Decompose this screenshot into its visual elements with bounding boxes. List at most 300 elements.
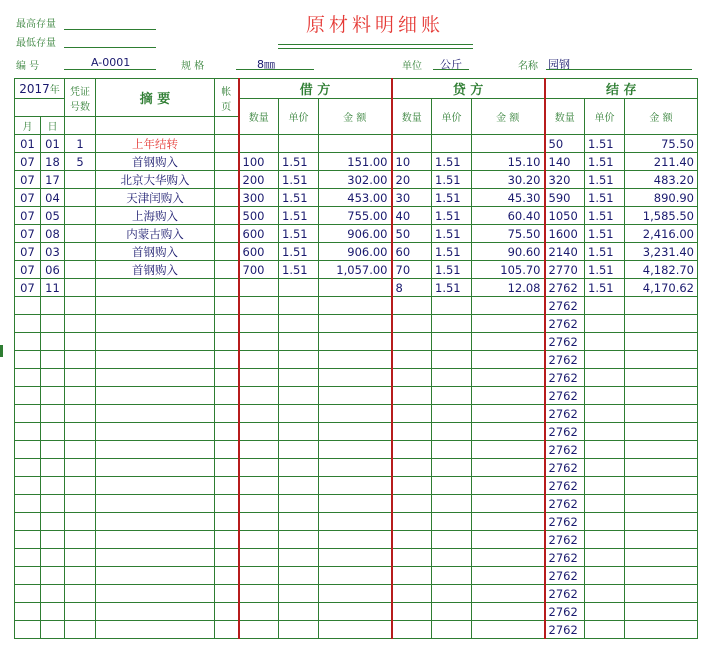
day-cell[interactable] bbox=[41, 369, 65, 387]
balance-qty-cell[interactable]: 320 bbox=[545, 171, 585, 189]
balance-price-cell[interactable]: 1.51 bbox=[585, 243, 625, 261]
voucher-cell[interactable] bbox=[65, 333, 96, 351]
balance-price-cell[interactable]: 1.51 bbox=[585, 261, 625, 279]
credit-price-cell[interactable]: 1.51 bbox=[432, 261, 472, 279]
debit-qty-cell[interactable] bbox=[239, 135, 279, 153]
credit-qty-cell[interactable]: 20 bbox=[392, 171, 432, 189]
summary-cell[interactable] bbox=[96, 297, 215, 315]
month-cell[interactable] bbox=[15, 513, 41, 531]
summary-cell[interactable] bbox=[96, 279, 215, 297]
day-cell[interactable] bbox=[41, 315, 65, 333]
debit-amount-cell[interactable] bbox=[319, 441, 392, 459]
credit-amount-cell[interactable] bbox=[472, 567, 545, 585]
debit-amount-cell[interactable] bbox=[319, 513, 392, 531]
credit-qty-cell[interactable]: 70 bbox=[392, 261, 432, 279]
balance-price-cell[interactable] bbox=[585, 477, 625, 495]
voucher-cell[interactable] bbox=[65, 297, 96, 315]
day-cell[interactable] bbox=[41, 495, 65, 513]
balance-amount-cell[interactable] bbox=[625, 567, 698, 585]
credit-amount-cell[interactable] bbox=[472, 603, 545, 621]
credit-qty-cell[interactable]: 40 bbox=[392, 207, 432, 225]
balance-price-cell[interactable] bbox=[585, 621, 625, 639]
debit-qty-cell[interactable]: 300 bbox=[239, 189, 279, 207]
month-cell[interactable] bbox=[15, 567, 41, 585]
credit-qty-cell[interactable] bbox=[392, 297, 432, 315]
page-cell[interactable] bbox=[215, 225, 239, 243]
credit-amount-cell[interactable] bbox=[472, 369, 545, 387]
debit-amount-cell[interactable] bbox=[319, 315, 392, 333]
balance-qty-cell[interactable]: 2762 bbox=[545, 279, 585, 297]
voucher-cell[interactable] bbox=[65, 387, 96, 405]
balance-amount-cell[interactable] bbox=[625, 603, 698, 621]
page-cell[interactable] bbox=[215, 621, 239, 639]
summary-cell[interactable]: 天津闰购入 bbox=[96, 189, 215, 207]
credit-qty-cell[interactable] bbox=[392, 405, 432, 423]
summary-cell[interactable] bbox=[96, 423, 215, 441]
credit-price-cell[interactable] bbox=[432, 585, 472, 603]
balance-qty-cell[interactable]: 2762 bbox=[545, 549, 585, 567]
balance-qty-cell[interactable]: 2762 bbox=[545, 297, 585, 315]
balance-price-cell[interactable]: 1.51 bbox=[585, 207, 625, 225]
page-cell[interactable] bbox=[215, 261, 239, 279]
credit-price-cell[interactable] bbox=[432, 387, 472, 405]
balance-amount-cell[interactable] bbox=[625, 423, 698, 441]
balance-amount-cell[interactable]: 3,231.40 bbox=[625, 243, 698, 261]
credit-price-cell[interactable]: 1.51 bbox=[432, 225, 472, 243]
voucher-cell[interactable] bbox=[65, 423, 96, 441]
credit-amount-cell[interactable] bbox=[472, 549, 545, 567]
credit-amount-cell[interactable] bbox=[472, 621, 545, 639]
balance-price-cell[interactable] bbox=[585, 459, 625, 477]
voucher-cell[interactable] bbox=[65, 513, 96, 531]
page-cell[interactable] bbox=[215, 297, 239, 315]
summary-cell[interactable] bbox=[96, 495, 215, 513]
balance-amount-cell[interactable] bbox=[625, 315, 698, 333]
credit-price-cell[interactable] bbox=[432, 495, 472, 513]
debit-amount-cell[interactable]: 1,057.00 bbox=[319, 261, 392, 279]
month-cell[interactable]: 01 bbox=[15, 135, 41, 153]
voucher-cell[interactable] bbox=[65, 531, 96, 549]
debit-price-cell[interactable] bbox=[279, 135, 319, 153]
balance-price-cell[interactable] bbox=[585, 567, 625, 585]
credit-qty-cell[interactable] bbox=[392, 333, 432, 351]
summary-cell[interactable] bbox=[96, 531, 215, 549]
voucher-cell[interactable] bbox=[65, 189, 96, 207]
day-cell[interactable]: 04 bbox=[41, 189, 65, 207]
debit-price-cell[interactable] bbox=[279, 297, 319, 315]
credit-amount-cell[interactable] bbox=[472, 351, 545, 369]
credit-amount-cell[interactable]: 105.70 bbox=[472, 261, 545, 279]
summary-cell[interactable] bbox=[96, 477, 215, 495]
debit-price-cell[interactable]: 1.51 bbox=[279, 171, 319, 189]
day-cell[interactable] bbox=[41, 621, 65, 639]
day-cell[interactable]: 05 bbox=[41, 207, 65, 225]
voucher-cell[interactable] bbox=[65, 621, 96, 639]
balance-price-cell[interactable] bbox=[585, 405, 625, 423]
max-stock-field[interactable] bbox=[64, 29, 156, 30]
balance-amount-cell[interactable] bbox=[625, 405, 698, 423]
credit-qty-cell[interactable] bbox=[392, 135, 432, 153]
credit-price-cell[interactable] bbox=[432, 603, 472, 621]
summary-cell[interactable] bbox=[96, 549, 215, 567]
day-cell[interactable] bbox=[41, 585, 65, 603]
day-cell[interactable]: 18 bbox=[41, 153, 65, 171]
credit-price-cell[interactable] bbox=[432, 441, 472, 459]
credit-qty-cell[interactable] bbox=[392, 459, 432, 477]
day-cell[interactable] bbox=[41, 333, 65, 351]
month-cell[interactable] bbox=[15, 621, 41, 639]
debit-price-cell[interactable] bbox=[279, 279, 319, 297]
debit-amount-cell[interactable] bbox=[319, 135, 392, 153]
credit-qty-cell[interactable]: 50 bbox=[392, 225, 432, 243]
unit-value[interactable]: 公斤 bbox=[440, 58, 462, 71]
day-cell[interactable]: 06 bbox=[41, 261, 65, 279]
day-cell[interactable] bbox=[41, 387, 65, 405]
balance-price-cell[interactable]: 1.51 bbox=[585, 135, 625, 153]
month-cell[interactable] bbox=[15, 549, 41, 567]
page-cell[interactable] bbox=[215, 549, 239, 567]
debit-qty-cell[interactable] bbox=[239, 585, 279, 603]
credit-amount-cell[interactable] bbox=[472, 477, 545, 495]
balance-qty-cell[interactable]: 2762 bbox=[545, 531, 585, 549]
page-cell[interactable] bbox=[215, 351, 239, 369]
credit-price-cell[interactable] bbox=[432, 621, 472, 639]
balance-qty-cell[interactable]: 2762 bbox=[545, 387, 585, 405]
page-cell[interactable] bbox=[215, 369, 239, 387]
credit-qty-cell[interactable] bbox=[392, 603, 432, 621]
voucher-cell[interactable] bbox=[65, 441, 96, 459]
day-cell[interactable] bbox=[41, 513, 65, 531]
credit-amount-cell[interactable] bbox=[472, 387, 545, 405]
day-cell[interactable] bbox=[41, 603, 65, 621]
voucher-cell[interactable] bbox=[65, 459, 96, 477]
credit-amount-cell[interactable] bbox=[472, 423, 545, 441]
credit-amount-cell[interactable]: 30.20 bbox=[472, 171, 545, 189]
credit-price-cell[interactable] bbox=[432, 459, 472, 477]
balance-amount-cell[interactable] bbox=[625, 387, 698, 405]
balance-qty-cell[interactable]: 2762 bbox=[545, 621, 585, 639]
credit-amount-cell[interactable] bbox=[472, 315, 545, 333]
balance-qty-cell[interactable]: 2762 bbox=[545, 513, 585, 531]
debit-amount-cell[interactable] bbox=[319, 549, 392, 567]
debit-price-cell[interactable] bbox=[279, 441, 319, 459]
balance-qty-cell[interactable]: 1600 bbox=[545, 225, 585, 243]
debit-amount-cell[interactable] bbox=[319, 369, 392, 387]
month-cell[interactable]: 07 bbox=[15, 243, 41, 261]
balance-amount-cell[interactable] bbox=[625, 351, 698, 369]
debit-amount-cell[interactable] bbox=[319, 351, 392, 369]
credit-amount-cell[interactable] bbox=[472, 333, 545, 351]
page-cell[interactable] bbox=[215, 567, 239, 585]
balance-price-cell[interactable]: 1.51 bbox=[585, 279, 625, 297]
debit-amount-cell[interactable]: 906.00 bbox=[319, 225, 392, 243]
voucher-cell[interactable] bbox=[65, 549, 96, 567]
debit-price-cell[interactable] bbox=[279, 459, 319, 477]
debit-price-cell[interactable] bbox=[279, 387, 319, 405]
month-cell[interactable] bbox=[15, 387, 41, 405]
balance-qty-cell[interactable]: 140 bbox=[545, 153, 585, 171]
credit-amount-cell[interactable] bbox=[472, 441, 545, 459]
credit-qty-cell[interactable] bbox=[392, 585, 432, 603]
debit-qty-cell[interactable] bbox=[239, 333, 279, 351]
credit-price-cell[interactable] bbox=[432, 513, 472, 531]
debit-price-cell[interactable] bbox=[279, 477, 319, 495]
month-cell[interactable] bbox=[15, 369, 41, 387]
credit-price-cell[interactable]: 1.51 bbox=[432, 207, 472, 225]
month-cell[interactable] bbox=[15, 297, 41, 315]
balance-qty-cell[interactable]: 2140 bbox=[545, 243, 585, 261]
balance-qty-cell[interactable]: 1050 bbox=[545, 207, 585, 225]
page-cell[interactable] bbox=[215, 243, 239, 261]
debit-price-cell[interactable] bbox=[279, 603, 319, 621]
voucher-cell[interactable] bbox=[65, 477, 96, 495]
debit-amount-cell[interactable] bbox=[319, 333, 392, 351]
balance-price-cell[interactable] bbox=[585, 387, 625, 405]
balance-amount-cell[interactable] bbox=[625, 531, 698, 549]
debit-qty-cell[interactable] bbox=[239, 315, 279, 333]
credit-price-cell[interactable] bbox=[432, 135, 472, 153]
credit-qty-cell[interactable] bbox=[392, 369, 432, 387]
debit-amount-cell[interactable]: 755.00 bbox=[319, 207, 392, 225]
credit-amount-cell[interactable] bbox=[472, 531, 545, 549]
debit-price-cell[interactable] bbox=[279, 567, 319, 585]
voucher-cell[interactable]: 1 bbox=[65, 135, 96, 153]
day-cell[interactable] bbox=[41, 567, 65, 585]
voucher-cell[interactable] bbox=[65, 567, 96, 585]
balance-amount-cell[interactable]: 4,182.70 bbox=[625, 261, 698, 279]
summary-cell[interactable]: 首钢购入 bbox=[96, 261, 215, 279]
page-cell[interactable] bbox=[215, 189, 239, 207]
debit-qty-cell[interactable] bbox=[239, 369, 279, 387]
balance-qty-cell[interactable]: 2762 bbox=[545, 369, 585, 387]
balance-price-cell[interactable] bbox=[585, 333, 625, 351]
debit-price-cell[interactable] bbox=[279, 351, 319, 369]
voucher-cell[interactable] bbox=[65, 603, 96, 621]
credit-price-cell[interactable]: 1.51 bbox=[432, 279, 472, 297]
debit-qty-cell[interactable] bbox=[239, 549, 279, 567]
day-cell[interactable] bbox=[41, 477, 65, 495]
balance-amount-cell[interactable] bbox=[625, 585, 698, 603]
balance-amount-cell[interactable]: 890.90 bbox=[625, 189, 698, 207]
balance-amount-cell[interactable]: 483.20 bbox=[625, 171, 698, 189]
day-cell[interactable] bbox=[41, 549, 65, 567]
debit-price-cell[interactable] bbox=[279, 405, 319, 423]
balance-qty-cell[interactable]: 2762 bbox=[545, 315, 585, 333]
credit-qty-cell[interactable] bbox=[392, 351, 432, 369]
voucher-cell[interactable] bbox=[65, 585, 96, 603]
summary-cell[interactable]: 上海购入 bbox=[96, 207, 215, 225]
debit-price-cell[interactable]: 1.51 bbox=[279, 153, 319, 171]
debit-amount-cell[interactable] bbox=[319, 459, 392, 477]
month-cell[interactable] bbox=[15, 459, 41, 477]
debit-qty-cell[interactable] bbox=[239, 531, 279, 549]
credit-amount-cell[interactable]: 15.10 bbox=[472, 153, 545, 171]
month-cell[interactable] bbox=[15, 603, 41, 621]
month-cell[interactable] bbox=[15, 531, 41, 549]
code-value[interactable]: A-0001 bbox=[91, 56, 131, 69]
credit-amount-cell[interactable]: 12.08 bbox=[472, 279, 545, 297]
debit-price-cell[interactable] bbox=[279, 495, 319, 513]
page-cell[interactable] bbox=[215, 603, 239, 621]
summary-cell[interactable] bbox=[96, 369, 215, 387]
balance-amount-cell[interactable]: 75.50 bbox=[625, 135, 698, 153]
balance-qty-cell[interactable]: 2762 bbox=[545, 585, 585, 603]
summary-cell[interactable] bbox=[96, 351, 215, 369]
balance-amount-cell[interactable] bbox=[625, 549, 698, 567]
debit-amount-cell[interactable] bbox=[319, 603, 392, 621]
credit-amount-cell[interactable]: 60.40 bbox=[472, 207, 545, 225]
min-stock-field[interactable] bbox=[64, 47, 156, 48]
credit-qty-cell[interactable] bbox=[392, 513, 432, 531]
balance-price-cell[interactable] bbox=[585, 369, 625, 387]
voucher-cell[interactable] bbox=[65, 261, 96, 279]
balance-amount-cell[interactable]: 211.40 bbox=[625, 153, 698, 171]
day-cell[interactable] bbox=[41, 405, 65, 423]
debit-price-cell[interactable] bbox=[279, 333, 319, 351]
day-cell[interactable] bbox=[41, 351, 65, 369]
debit-price-cell[interactable] bbox=[279, 513, 319, 531]
debit-price-cell[interactable] bbox=[279, 621, 319, 639]
debit-qty-cell[interactable] bbox=[239, 441, 279, 459]
credit-price-cell[interactable] bbox=[432, 549, 472, 567]
day-cell[interactable] bbox=[41, 459, 65, 477]
summary-cell[interactable] bbox=[96, 441, 215, 459]
page-cell[interactable] bbox=[215, 423, 239, 441]
voucher-cell[interactable] bbox=[65, 279, 96, 297]
balance-qty-cell[interactable]: 2762 bbox=[545, 333, 585, 351]
debit-price-cell[interactable] bbox=[279, 531, 319, 549]
credit-amount-cell[interactable] bbox=[472, 405, 545, 423]
debit-qty-cell[interactable] bbox=[239, 405, 279, 423]
page-cell[interactable] bbox=[215, 135, 239, 153]
spec-value[interactable]: 8㎜ bbox=[257, 58, 275, 71]
balance-price-cell[interactable] bbox=[585, 423, 625, 441]
credit-amount-cell[interactable] bbox=[472, 135, 545, 153]
debit-qty-cell[interactable] bbox=[239, 603, 279, 621]
debit-qty-cell[interactable] bbox=[239, 279, 279, 297]
summary-cell[interactable] bbox=[96, 459, 215, 477]
debit-qty-cell[interactable]: 600 bbox=[239, 225, 279, 243]
balance-amount-cell[interactable] bbox=[625, 495, 698, 513]
debit-qty-cell[interactable] bbox=[239, 495, 279, 513]
debit-amount-cell[interactable] bbox=[319, 477, 392, 495]
balance-qty-cell[interactable]: 2762 bbox=[545, 459, 585, 477]
voucher-cell[interactable] bbox=[65, 495, 96, 513]
day-cell[interactable]: 08 bbox=[41, 225, 65, 243]
credit-amount-cell[interactable]: 75.50 bbox=[472, 225, 545, 243]
summary-cell[interactable]: 上年结转 bbox=[96, 135, 215, 153]
balance-price-cell[interactable]: 1.51 bbox=[585, 225, 625, 243]
credit-qty-cell[interactable] bbox=[392, 387, 432, 405]
credit-price-cell[interactable]: 1.51 bbox=[432, 153, 472, 171]
credit-price-cell[interactable] bbox=[432, 297, 472, 315]
day-cell[interactable]: 03 bbox=[41, 243, 65, 261]
balance-amount-cell[interactable]: 4,170.62 bbox=[625, 279, 698, 297]
page-cell[interactable] bbox=[215, 171, 239, 189]
page-cell[interactable] bbox=[215, 405, 239, 423]
credit-qty-cell[interactable] bbox=[392, 441, 432, 459]
month-cell[interactable]: 07 bbox=[15, 261, 41, 279]
voucher-cell[interactable]: 5 bbox=[65, 153, 96, 171]
voucher-cell[interactable] bbox=[65, 171, 96, 189]
summary-cell[interactable]: 北京大华购入 bbox=[96, 171, 215, 189]
summary-cell[interactable] bbox=[96, 603, 215, 621]
voucher-cell[interactable] bbox=[65, 351, 96, 369]
credit-price-cell[interactable] bbox=[432, 315, 472, 333]
page-cell[interactable] bbox=[215, 477, 239, 495]
debit-amount-cell[interactable] bbox=[319, 279, 392, 297]
page-cell[interactable] bbox=[215, 441, 239, 459]
debit-qty-cell[interactable]: 200 bbox=[239, 171, 279, 189]
credit-amount-cell[interactable] bbox=[472, 585, 545, 603]
page-cell[interactable] bbox=[215, 333, 239, 351]
month-cell[interactable]: 07 bbox=[15, 189, 41, 207]
summary-cell[interactable] bbox=[96, 621, 215, 639]
debit-amount-cell[interactable] bbox=[319, 297, 392, 315]
credit-qty-cell[interactable]: 8 bbox=[392, 279, 432, 297]
balance-qty-cell[interactable]: 2762 bbox=[545, 495, 585, 513]
page-cell[interactable] bbox=[215, 513, 239, 531]
debit-qty-cell[interactable]: 700 bbox=[239, 261, 279, 279]
month-cell[interactable] bbox=[15, 441, 41, 459]
balance-price-cell[interactable]: 1.51 bbox=[585, 171, 625, 189]
credit-price-cell[interactable] bbox=[432, 423, 472, 441]
month-cell[interactable]: 07 bbox=[15, 207, 41, 225]
balance-amount-cell[interactable]: 1,585.50 bbox=[625, 207, 698, 225]
debit-amount-cell[interactable] bbox=[319, 405, 392, 423]
page-cell[interactable] bbox=[215, 495, 239, 513]
month-cell[interactable] bbox=[15, 585, 41, 603]
summary-cell[interactable]: 首钢购入 bbox=[96, 153, 215, 171]
balance-amount-cell[interactable] bbox=[625, 333, 698, 351]
balance-amount-cell[interactable] bbox=[625, 477, 698, 495]
credit-qty-cell[interactable] bbox=[392, 423, 432, 441]
debit-amount-cell[interactable] bbox=[319, 423, 392, 441]
balance-price-cell[interactable]: 1.51 bbox=[585, 153, 625, 171]
credit-price-cell[interactable] bbox=[432, 567, 472, 585]
credit-price-cell[interactable] bbox=[432, 405, 472, 423]
balance-qty-cell[interactable]: 50 bbox=[545, 135, 585, 153]
summary-cell[interactable] bbox=[96, 333, 215, 351]
balance-amount-cell[interactable] bbox=[625, 621, 698, 639]
voucher-cell[interactable] bbox=[65, 405, 96, 423]
balance-price-cell[interactable] bbox=[585, 351, 625, 369]
page-cell[interactable] bbox=[215, 279, 239, 297]
credit-price-cell[interactable] bbox=[432, 369, 472, 387]
balance-qty-cell[interactable]: 590 bbox=[545, 189, 585, 207]
credit-amount-cell[interactable]: 90.60 bbox=[472, 243, 545, 261]
debit-amount-cell[interactable] bbox=[319, 531, 392, 549]
day-cell[interactable]: 17 bbox=[41, 171, 65, 189]
balance-amount-cell[interactable] bbox=[625, 297, 698, 315]
balance-price-cell[interactable]: 1.51 bbox=[585, 189, 625, 207]
page-cell[interactable] bbox=[215, 315, 239, 333]
credit-amount-cell[interactable] bbox=[472, 513, 545, 531]
page-cell[interactable] bbox=[215, 207, 239, 225]
month-cell[interactable] bbox=[15, 405, 41, 423]
debit-price-cell[interactable] bbox=[279, 369, 319, 387]
name-value[interactable]: 园钢 bbox=[548, 58, 570, 71]
balance-qty-cell[interactable]: 2762 bbox=[545, 423, 585, 441]
summary-cell[interactable] bbox=[96, 405, 215, 423]
balance-price-cell[interactable] bbox=[585, 441, 625, 459]
summary-cell[interactable] bbox=[96, 585, 215, 603]
debit-amount-cell[interactable]: 302.00 bbox=[319, 171, 392, 189]
balance-price-cell[interactable] bbox=[585, 495, 625, 513]
debit-price-cell[interactable] bbox=[279, 423, 319, 441]
day-cell[interactable] bbox=[41, 441, 65, 459]
credit-price-cell[interactable] bbox=[432, 477, 472, 495]
